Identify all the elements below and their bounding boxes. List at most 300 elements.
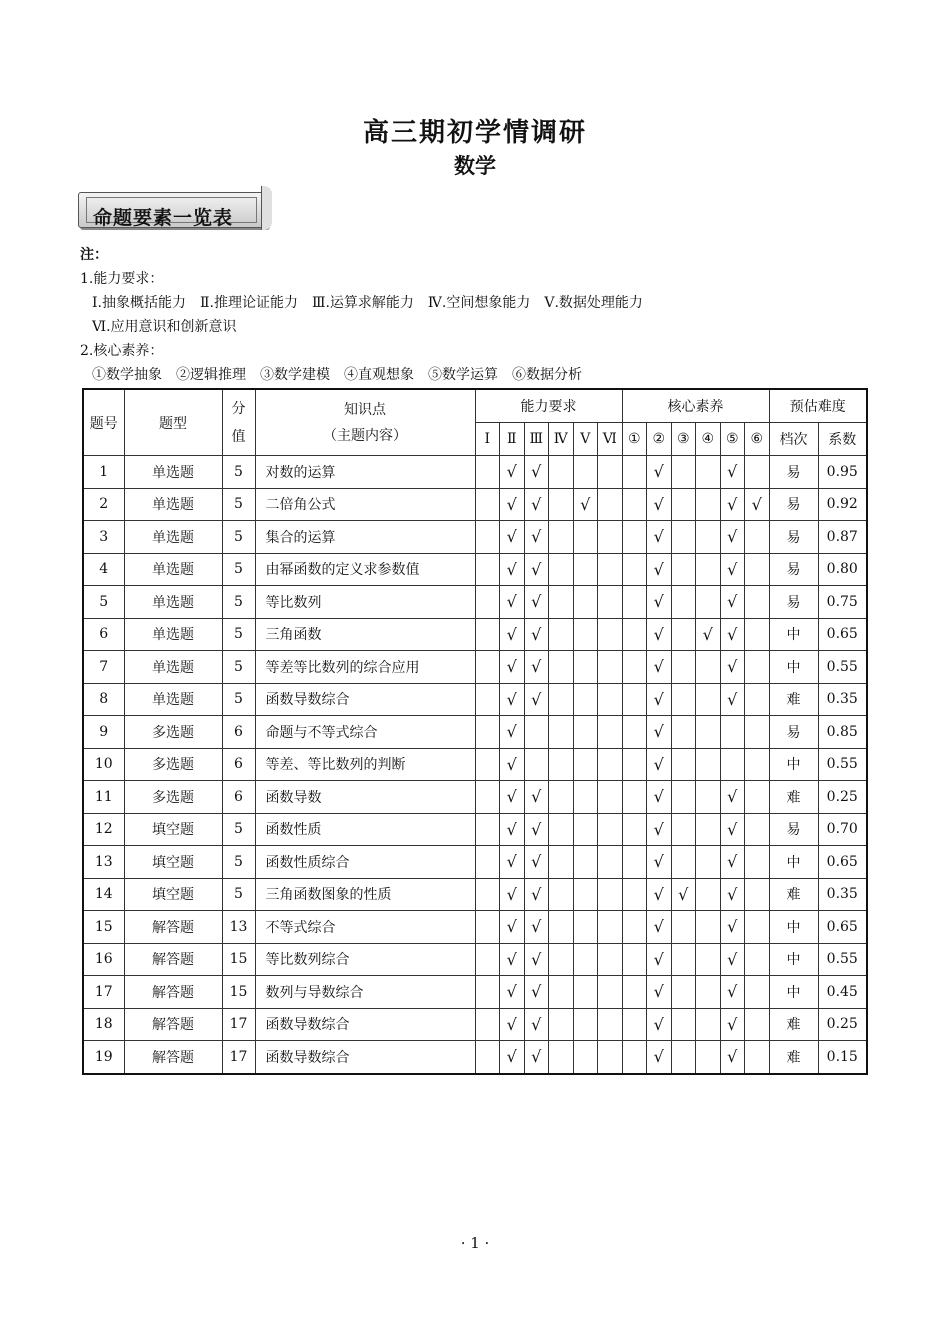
- cell-level: 易: [769, 488, 818, 521]
- table-row: [83, 1041, 867, 1074]
- cell-type: 解答题: [124, 1008, 222, 1041]
- cell-literacy-check: √: [647, 748, 672, 781]
- cell-ability-check: [573, 456, 598, 489]
- cell-ability-check: [475, 1008, 500, 1041]
- cell-literacy-check: √: [647, 553, 672, 586]
- cell-literacy-check: [696, 456, 721, 489]
- cell-literacy-check: √: [720, 553, 745, 586]
- cell-level: 难: [769, 781, 818, 814]
- cell-ability-check: [573, 553, 598, 586]
- cell-literacy-check: [622, 456, 647, 489]
- cell-ability-check: [475, 488, 500, 521]
- cell-literacy-check: [745, 813, 770, 846]
- section-banner: [78, 186, 268, 230]
- table-row: [83, 553, 867, 586]
- cell-coef: 0.35: [818, 878, 867, 911]
- cell-ability-check: √: [524, 586, 549, 619]
- cell-literacy-check: [622, 716, 647, 749]
- cell-score: 15: [222, 976, 255, 1009]
- cell-literacy-check: [671, 488, 696, 521]
- cell-type: 单选题: [124, 521, 222, 554]
- cell-literacy-check: [671, 1041, 696, 1074]
- cell-ability-check: [598, 618, 623, 651]
- cell-ability-check: [598, 878, 623, 911]
- cell-literacy-check: [745, 553, 770, 586]
- header-topic-sub: （主题内容）: [323, 427, 407, 444]
- cell-level: 易: [769, 553, 818, 586]
- cell-ability-check: √: [524, 1041, 549, 1074]
- cell-topic: 函数导数综合: [255, 1008, 475, 1041]
- table-row: [83, 618, 867, 651]
- cell-num: 12: [83, 813, 124, 846]
- cell-score: 13: [222, 911, 255, 944]
- cell-ability-check: [549, 586, 574, 619]
- cell-ability-check: [598, 586, 623, 619]
- table-row: [83, 878, 867, 911]
- cell-ability-check: [549, 618, 574, 651]
- table-header-row-1: [83, 389, 867, 423]
- cell-ability-check: [549, 846, 574, 879]
- cell-literacy-check: [745, 1041, 770, 1074]
- cell-literacy-check: [696, 781, 721, 814]
- cell-ability-check: √: [524, 813, 549, 846]
- cell-literacy-check: [671, 1008, 696, 1041]
- cell-literacy-check: [622, 586, 647, 619]
- cell-literacy-check: [622, 618, 647, 651]
- cell-topic: 对数的运算: [255, 456, 475, 489]
- cell-ability-check: [549, 683, 574, 716]
- cell-literacy-check: [622, 943, 647, 976]
- cell-ability-check: [475, 521, 500, 554]
- cell-ability-check: [475, 553, 500, 586]
- cell-ability-check: [598, 456, 623, 489]
- cell-literacy-check: √: [720, 683, 745, 716]
- cell-ability-check: √: [524, 911, 549, 944]
- cell-literacy-check: √: [745, 488, 770, 521]
- cell-level: 中: [769, 651, 818, 684]
- cell-ability-check: [573, 716, 598, 749]
- cell-ability-check: [573, 911, 598, 944]
- cell-ability-check: [475, 813, 500, 846]
- cell-score: 5: [222, 878, 255, 911]
- cell-literacy-check: [622, 683, 647, 716]
- cell-literacy-check: [745, 1008, 770, 1041]
- table-row: [83, 846, 867, 879]
- cell-coef: 0.35: [818, 683, 867, 716]
- cell-literacy-check: [696, 748, 721, 781]
- cell-score: 5: [222, 456, 255, 489]
- cell-ability-check: √: [524, 846, 549, 879]
- cell-num: 16: [83, 943, 124, 976]
- cell-score: 5: [222, 683, 255, 716]
- cell-ability-check: √: [500, 846, 525, 879]
- cell-level: 中: [769, 911, 818, 944]
- cell-ability-check: √: [524, 976, 549, 1009]
- cell-topic: 由幂函数的定义求参数值: [255, 553, 475, 586]
- cell-topic: 二倍角公式: [255, 488, 475, 521]
- cell-literacy-check: √: [647, 586, 672, 619]
- cell-ability-check: [549, 651, 574, 684]
- cell-ability-check: [524, 716, 549, 749]
- cell-literacy-check: √: [647, 683, 672, 716]
- table-row: [83, 521, 867, 554]
- cell-ability-check: [549, 878, 574, 911]
- cell-literacy-check: √: [647, 976, 672, 1009]
- cell-topic: 函数导数: [255, 781, 475, 814]
- header-ability: 能力要求: [475, 389, 622, 423]
- table-row: [83, 813, 867, 846]
- cell-score: 5: [222, 586, 255, 619]
- ability-col-header: Ⅲ: [524, 423, 549, 456]
- cell-ability-check: [573, 943, 598, 976]
- cell-ability-check: [475, 748, 500, 781]
- cell-literacy-check: [696, 976, 721, 1009]
- cell-literacy-check: [745, 846, 770, 879]
- literacy-col-header: ④: [696, 423, 721, 456]
- cell-literacy-check: [671, 456, 696, 489]
- cell-literacy-check: [671, 846, 696, 879]
- header-coef: 系数: [818, 423, 867, 456]
- cell-literacy-check: [696, 683, 721, 716]
- cell-ability-check: √: [524, 521, 549, 554]
- cell-literacy-check: [696, 911, 721, 944]
- cell-num: 5: [83, 586, 124, 619]
- cell-literacy-check: [622, 976, 647, 1009]
- cell-ability-check: [598, 1008, 623, 1041]
- page-number: · 1 ·: [460, 1234, 490, 1252]
- cell-topic: 等差、等比数列的判断: [255, 748, 475, 781]
- cell-topic: 函数导数综合: [255, 683, 475, 716]
- cell-ability-check: [598, 683, 623, 716]
- cell-literacy-check: [622, 911, 647, 944]
- table-row: [83, 943, 867, 976]
- cell-topic: 数列与导数综合: [255, 976, 475, 1009]
- cell-topic: 等差等比数列的综合应用: [255, 651, 475, 684]
- cell-literacy-check: √: [647, 781, 672, 814]
- cell-ability-check: [549, 716, 574, 749]
- cell-ability-check: [475, 878, 500, 911]
- cell-coef: 0.92: [818, 488, 867, 521]
- cell-coef: 0.65: [818, 618, 867, 651]
- cell-type: 单选题: [124, 456, 222, 489]
- cell-ability-check: [475, 1041, 500, 1074]
- cell-literacy-check: [745, 618, 770, 651]
- cell-literacy-check: [622, 846, 647, 879]
- cell-ability-check: [549, 748, 574, 781]
- cell-ability-check: [549, 976, 574, 1009]
- cell-coef: 0.75: [818, 586, 867, 619]
- cell-ability-check: √: [500, 683, 525, 716]
- cell-ability-check: [573, 813, 598, 846]
- cell-num: 7: [83, 651, 124, 684]
- cell-literacy-check: √: [720, 651, 745, 684]
- cell-ability-check: [549, 521, 574, 554]
- cell-level: 中: [769, 748, 818, 781]
- cell-literacy-check: [622, 878, 647, 911]
- cell-ability-check: √: [524, 781, 549, 814]
- cell-literacy-check: √: [647, 651, 672, 684]
- cell-num: 6: [83, 618, 124, 651]
- cell-type: 单选题: [124, 586, 222, 619]
- banner-body: [78, 192, 268, 228]
- cell-num: 4: [83, 553, 124, 586]
- table-row: [83, 586, 867, 619]
- cell-level: 易: [769, 586, 818, 619]
- cell-level: 中: [769, 943, 818, 976]
- table-row: [83, 911, 867, 944]
- cell-ability-check: [549, 1008, 574, 1041]
- cell-type: 解答题: [124, 943, 222, 976]
- cell-num: 1: [83, 456, 124, 489]
- cell-literacy-check: [671, 553, 696, 586]
- cell-coef: 0.25: [818, 1008, 867, 1041]
- cell-num: 14: [83, 878, 124, 911]
- header-num: 题号: [83, 389, 124, 456]
- cell-topic: 命题与不等式综合: [255, 716, 475, 749]
- cell-coef: 0.55: [818, 651, 867, 684]
- literacy-col-header: ③: [671, 423, 696, 456]
- cell-ability-check: [598, 781, 623, 814]
- cell-literacy-check: [671, 651, 696, 684]
- cell-literacy-check: [745, 943, 770, 976]
- table-row: [83, 651, 867, 684]
- cell-ability-check: [598, 813, 623, 846]
- table-body: [83, 456, 867, 1074]
- ability-list-line2: Ⅵ.应用意识和创新意识: [92, 319, 237, 335]
- cell-literacy-check: √: [720, 846, 745, 879]
- cell-literacy-check: √: [720, 781, 745, 814]
- cell-type: 单选题: [124, 553, 222, 586]
- cell-score: 5: [222, 813, 255, 846]
- cell-ability-check: [549, 1041, 574, 1074]
- cell-num: 17: [83, 976, 124, 1009]
- cell-ability-check: √: [500, 488, 525, 521]
- literacy-col-header: ⑤: [720, 423, 745, 456]
- cell-level: 中: [769, 976, 818, 1009]
- cell-literacy-check: √: [647, 1008, 672, 1041]
- cell-type: 单选题: [124, 683, 222, 716]
- cell-num: 11: [83, 781, 124, 814]
- cell-num: 15: [83, 911, 124, 944]
- cell-type: 多选题: [124, 716, 222, 749]
- cell-literacy-check: [671, 911, 696, 944]
- cell-type: 单选题: [124, 618, 222, 651]
- cell-ability-check: [475, 683, 500, 716]
- cell-ability-check: [549, 488, 574, 521]
- cell-ability-check: [598, 521, 623, 554]
- cell-ability-check: [475, 943, 500, 976]
- cell-ability-check: √: [500, 1008, 525, 1041]
- cell-ability-check: √: [500, 651, 525, 684]
- cell-ability-check: √: [573, 488, 598, 521]
- cell-topic: 函数导数综合: [255, 1041, 475, 1074]
- cell-ability-check: √: [524, 618, 549, 651]
- literacy-col-header: ①: [622, 423, 647, 456]
- cell-ability-check: √: [524, 488, 549, 521]
- cell-ability-check: [573, 781, 598, 814]
- table-row: [83, 1008, 867, 1041]
- cell-level: 难: [769, 1008, 818, 1041]
- cell-ability-check: √: [500, 911, 525, 944]
- cell-ability-check: [573, 1041, 598, 1074]
- cell-literacy-check: √: [647, 911, 672, 944]
- cell-literacy-check: √: [647, 846, 672, 879]
- table-row: [83, 781, 867, 814]
- cell-literacy-check: √: [720, 456, 745, 489]
- cell-score: 6: [222, 781, 255, 814]
- cell-ability-check: [475, 456, 500, 489]
- cell-score: 6: [222, 716, 255, 749]
- cell-ability-check: √: [500, 878, 525, 911]
- cell-type: 解答题: [124, 911, 222, 944]
- cell-topic: 不等式综合: [255, 911, 475, 944]
- cell-literacy-check: √: [720, 943, 745, 976]
- cell-literacy-check: √: [647, 521, 672, 554]
- banner-label: 命题要素一览表: [93, 207, 234, 229]
- cell-ability-check: √: [524, 683, 549, 716]
- cell-ability-check: [524, 748, 549, 781]
- cell-type: 单选题: [124, 651, 222, 684]
- cell-ability-check: [598, 943, 623, 976]
- cell-ability-check: √: [500, 781, 525, 814]
- header-literacy: 核心素养: [622, 389, 769, 423]
- cell-coef: 0.65: [818, 846, 867, 879]
- cell-topic: 函数性质综合: [255, 846, 475, 879]
- table-row: [83, 488, 867, 521]
- cell-literacy-check: [671, 781, 696, 814]
- scroll-curl-icon: [261, 186, 272, 230]
- cell-ability-check: [549, 911, 574, 944]
- cell-score: 5: [222, 488, 255, 521]
- cell-literacy-check: [671, 586, 696, 619]
- cell-literacy-check: [696, 716, 721, 749]
- cell-ability-check: √: [500, 521, 525, 554]
- cell-literacy-check: [696, 878, 721, 911]
- cell-literacy-check: [745, 651, 770, 684]
- ability-list-line1: Ⅰ.抽象概括能力 Ⅱ.推理论证能力 Ⅲ.运算求解能力 Ⅳ.空间想象能力 Ⅴ.数据处理能力: [92, 295, 643, 311]
- header-type: 题型: [124, 389, 222, 456]
- cell-literacy-check: [671, 716, 696, 749]
- cell-type: 填空题: [124, 846, 222, 879]
- cell-ability-check: √: [524, 553, 549, 586]
- cell-ability-check: √: [500, 976, 525, 1009]
- cell-coef: 0.55: [818, 943, 867, 976]
- table-row: [83, 456, 867, 489]
- cell-ability-check: [475, 846, 500, 879]
- header-score-label: 分值: [231, 400, 246, 445]
- cell-score: 17: [222, 1008, 255, 1041]
- cell-level: 难: [769, 1041, 818, 1074]
- cell-literacy-check: [671, 683, 696, 716]
- table-row: [83, 748, 867, 781]
- cell-topic: 三角函数: [255, 618, 475, 651]
- cell-num: 19: [83, 1041, 124, 1074]
- cell-literacy-check: √: [647, 943, 672, 976]
- ability-col-header: Ⅴ: [573, 423, 598, 456]
- cell-literacy-check: √: [720, 1008, 745, 1041]
- cell-ability-check: [475, 716, 500, 749]
- cell-ability-check: [573, 846, 598, 879]
- page-subtitle: 数学: [454, 154, 496, 178]
- cell-literacy-check: [622, 651, 647, 684]
- cell-ability-check: [598, 1041, 623, 1074]
- cell-score: 5: [222, 618, 255, 651]
- cell-type: 填空题: [124, 813, 222, 846]
- ability-col-header: Ⅱ: [500, 423, 525, 456]
- cell-level: 难: [769, 683, 818, 716]
- cell-literacy-check: √: [647, 813, 672, 846]
- cell-literacy-check: [671, 618, 696, 651]
- cell-literacy-check: [745, 716, 770, 749]
- cell-level: 易: [769, 813, 818, 846]
- cell-coef: 0.25: [818, 781, 867, 814]
- cell-literacy-check: √: [720, 976, 745, 1009]
- cell-literacy-check: [696, 521, 721, 554]
- cell-ability-check: [573, 586, 598, 619]
- cell-literacy-check: [696, 1008, 721, 1041]
- cell-score: 5: [222, 651, 255, 684]
- cell-literacy-check: √: [647, 618, 672, 651]
- cell-topic: 等比数列: [255, 586, 475, 619]
- cell-topic: 集合的运算: [255, 521, 475, 554]
- header-topic-label: 知识点: [344, 401, 386, 418]
- question-elements-table: [82, 388, 868, 1075]
- cell-literacy-check: [696, 488, 721, 521]
- cell-literacy-check: √: [647, 1041, 672, 1074]
- cell-literacy-check: [696, 1041, 721, 1074]
- cell-literacy-check: [622, 813, 647, 846]
- cell-num: 10: [83, 748, 124, 781]
- cell-ability-check: [573, 683, 598, 716]
- cell-literacy-check: [745, 781, 770, 814]
- cell-coef: 0.70: [818, 813, 867, 846]
- cell-ability-check: [549, 943, 574, 976]
- cell-literacy-check: [622, 521, 647, 554]
- cell-literacy-check: [696, 651, 721, 684]
- cell-ability-check: [475, 651, 500, 684]
- cell-literacy-check: √: [696, 618, 721, 651]
- cell-score: 5: [222, 521, 255, 554]
- cell-literacy-check: [622, 1041, 647, 1074]
- cell-literacy-check: [745, 683, 770, 716]
- header-difficulty: 预估难度: [769, 389, 867, 423]
- cell-literacy-check: √: [720, 586, 745, 619]
- cell-score: 5: [222, 553, 255, 586]
- cell-level: 易: [769, 716, 818, 749]
- cell-literacy-check: [696, 846, 721, 879]
- cell-ability-check: √: [500, 586, 525, 619]
- cell-literacy-check: [671, 976, 696, 1009]
- cell-ability-check: √: [500, 553, 525, 586]
- literacy-col-header: ⑥: [745, 423, 770, 456]
- cell-ability-check: [549, 456, 574, 489]
- cell-score: 5: [222, 846, 255, 879]
- cell-num: 8: [83, 683, 124, 716]
- cell-score: 17: [222, 1041, 255, 1074]
- cell-literacy-check: [720, 716, 745, 749]
- cell-coef: 0.80: [818, 553, 867, 586]
- cell-ability-check: [598, 748, 623, 781]
- cell-ability-check: √: [500, 1041, 525, 1074]
- cell-topic: 函数性质: [255, 813, 475, 846]
- cell-score: 6: [222, 748, 255, 781]
- cell-literacy-check: √: [720, 618, 745, 651]
- cell-ability-check: [573, 618, 598, 651]
- cell-level: 中: [769, 846, 818, 879]
- cell-literacy-check: √: [647, 878, 672, 911]
- cell-num: 2: [83, 488, 124, 521]
- cell-literacy-check: [745, 521, 770, 554]
